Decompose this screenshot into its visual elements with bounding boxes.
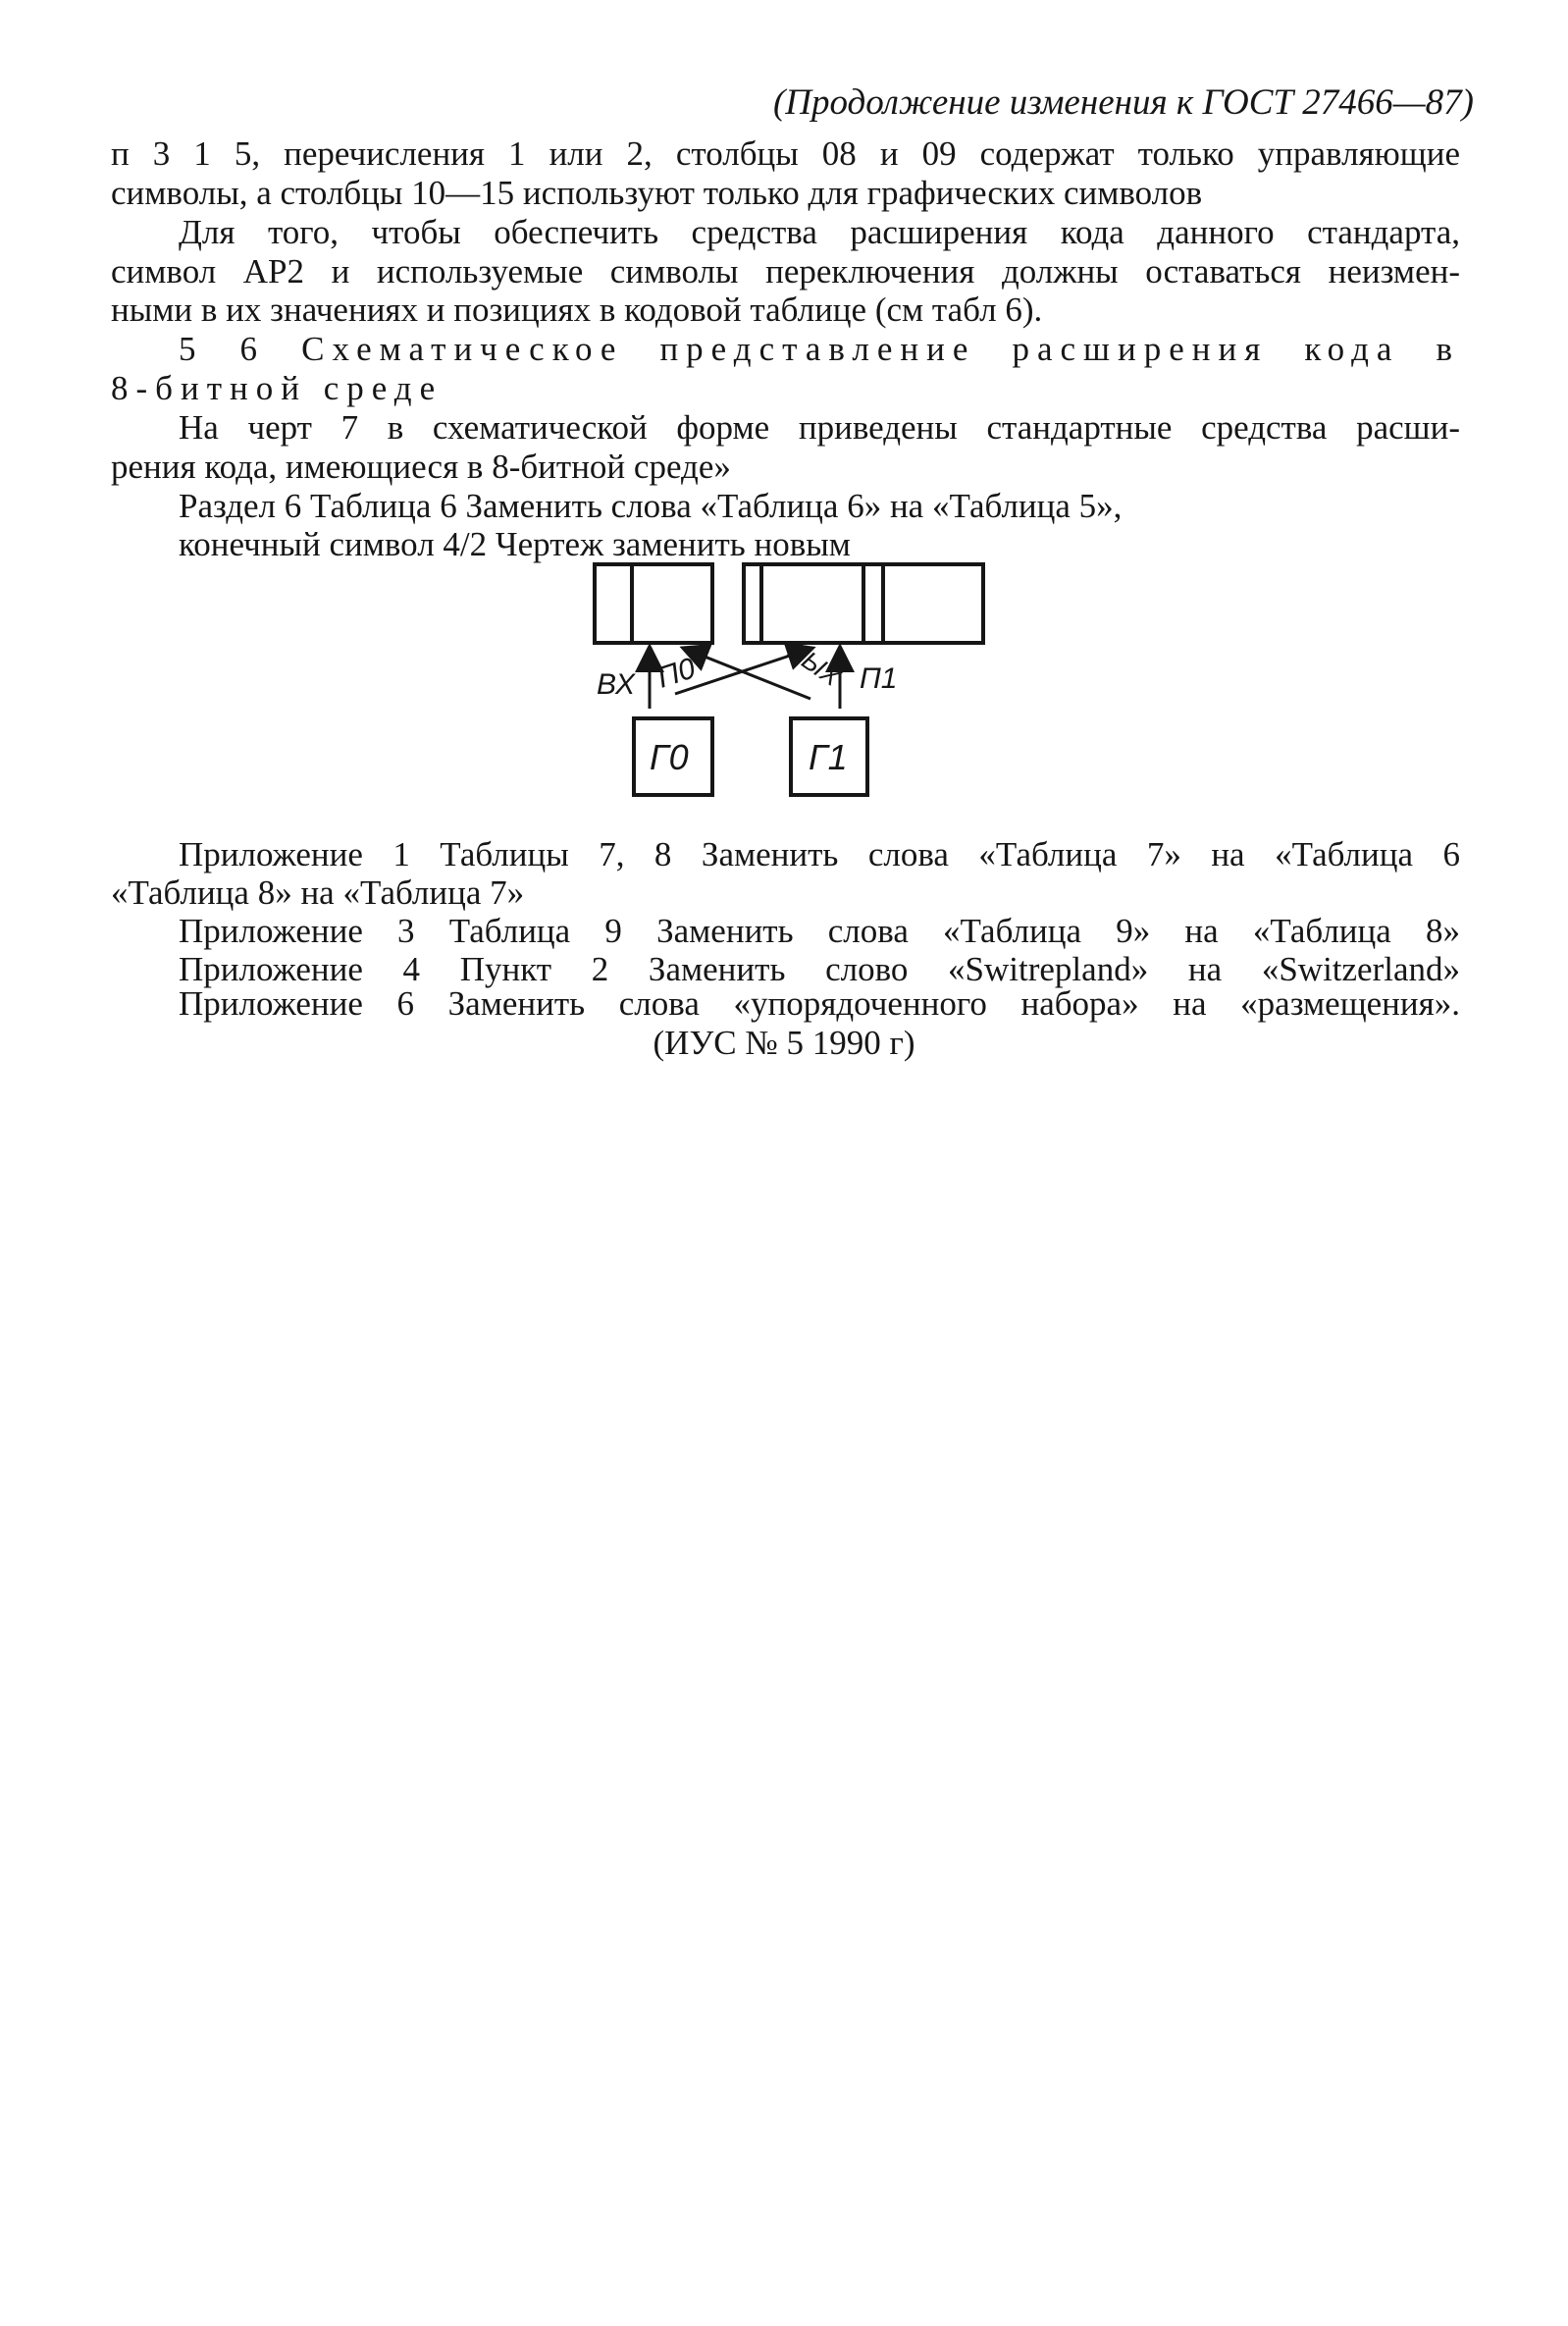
g1-box	[791, 718, 867, 795]
text-line: символы, а столбцы 10—15 используют только для графических символов	[111, 174, 1203, 212]
label-p0: П0	[653, 652, 700, 695]
text-line: рения кода, имеющиеся в 8-битной среде»	[111, 448, 731, 486]
text-line: На черт 7 в схематической форме приведены стандартные средства расши-	[179, 408, 1460, 447]
publication-note: (ИУС № 5 1990 г)	[653, 1024, 915, 1062]
g0-box	[634, 718, 712, 795]
text-line: Для того, чтобы обеспечить средства расширения кода данного стандарта,	[179, 213, 1460, 251]
left-register-box	[595, 564, 712, 643]
section-heading: 5 6 Схематическое представление расширения кода в	[179, 330, 1460, 368]
appendix-line: Приложение 3 Таблица 9 Заменить слова «Таблица 9» на «Таблица 8»	[179, 912, 1460, 950]
text-line: символ АР2 и используемые символы переключения должны оставаться неизмен-	[111, 252, 1460, 291]
label-vx: ВХ	[597, 668, 636, 701]
text-line: ными в их значениях и позициях в кодовой таблице (см табл 6).	[111, 291, 1043, 329]
appendix-line: Приложение 4 Пункт 2 Заменить слово «Switrepland» на «Switzerland»	[179, 950, 1460, 988]
label-p1: П1	[860, 662, 898, 695]
label-g0: Г0	[650, 737, 689, 777]
text-line: п 3 1 5, перечисления 1 или 2, столбцы 08 и 09 содержат только управляющие	[111, 134, 1460, 173]
page-header: (Продолжение изменения к ГОСТ 27466—87)	[772, 82, 1474, 123]
text-line: конечный символ 4/2 Чертеж заменить новым	[179, 525, 851, 563]
text-line: Раздел 6 Таблица 6 Заменить слова «Таблица 6» на «Таблица 5»,	[179, 487, 1123, 525]
code-extension-diagram	[585, 556, 997, 802]
label-g1: Г1	[809, 737, 848, 777]
right-register-box	[744, 564, 983, 643]
appendix-line: «Таблица 8» на «Таблица 7»	[111, 873, 525, 912]
label-vyx: ВЫХ	[782, 635, 847, 693]
appendix-line: Приложение 6 Заменить слова «упорядоченного набора» на «размещения».	[179, 984, 1460, 1023]
appendix-line: Приложение 1 Таблицы 7, 8 Заменить слова «Таблица 7» на «Таблица 6	[179, 835, 1460, 873]
section-heading-cont: 8-битной среде	[111, 369, 444, 407]
